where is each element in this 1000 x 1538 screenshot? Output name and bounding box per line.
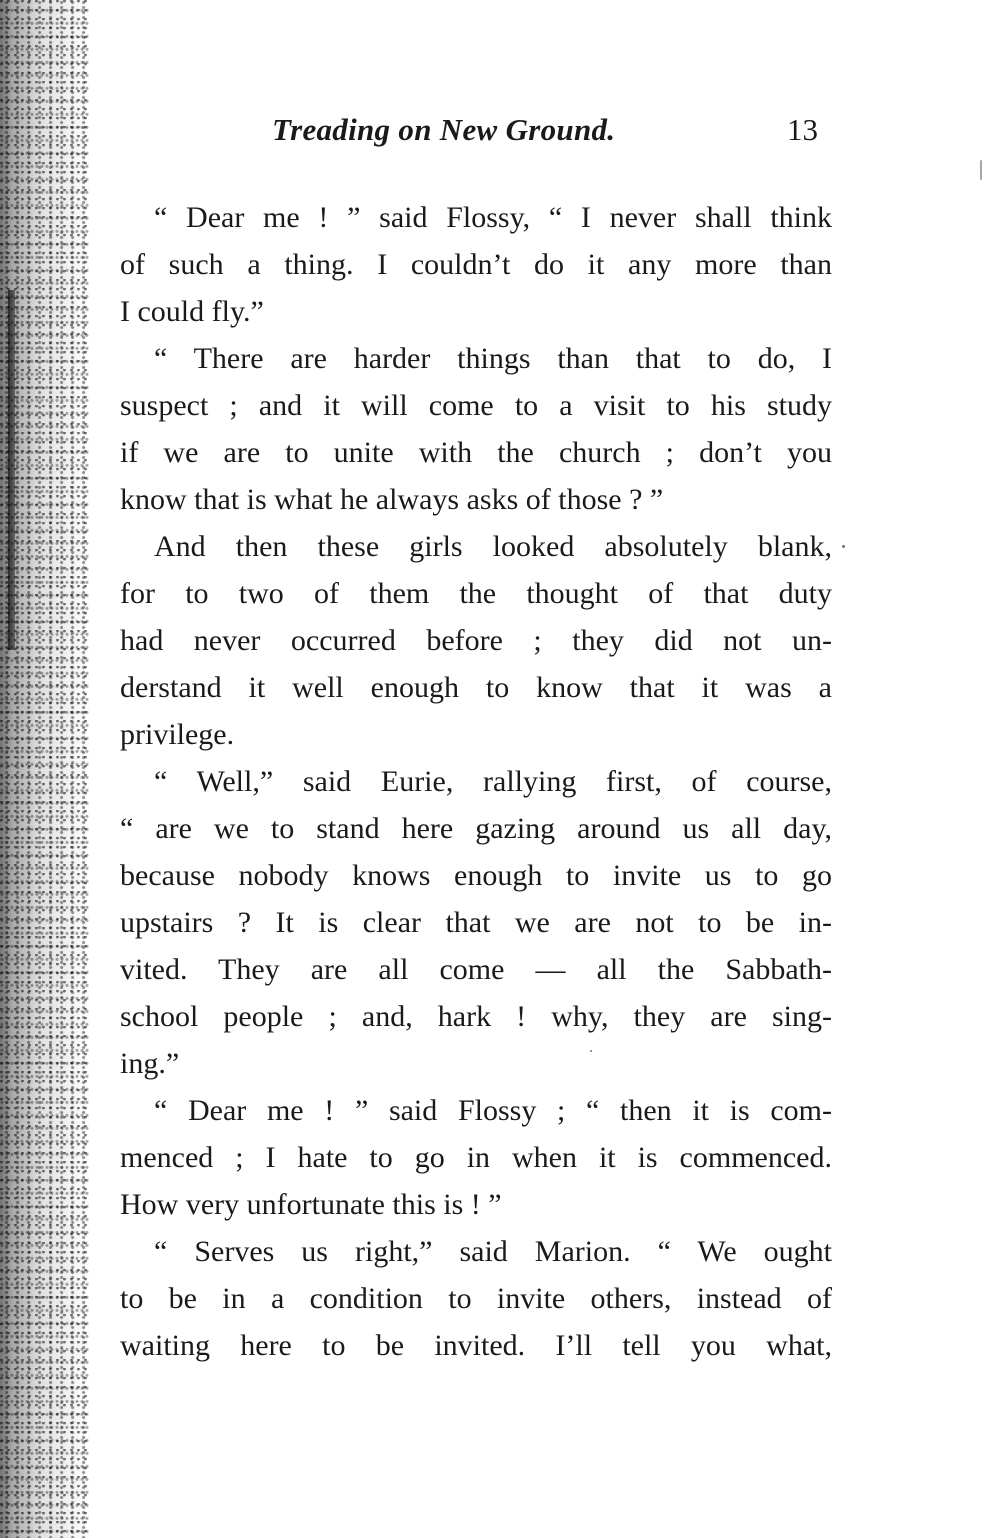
running-title: Treading on New Ground. bbox=[272, 112, 616, 147]
text-line: “ Serves us right,” said Marion. “ We ought bbox=[154, 1235, 832, 1268]
text-line: ing.” bbox=[120, 1047, 180, 1080]
text-line: upstairs ? It is clear that we are not to be in- bbox=[120, 906, 832, 939]
text-line: because nobody knows enough to invite us to go bbox=[120, 859, 832, 892]
text-line: “ are we to stand here gazing around us all day, bbox=[120, 812, 832, 845]
text-line: derstand it well enough to know that it was a bbox=[120, 671, 832, 704]
text-line: I could fly.” bbox=[120, 295, 264, 328]
text-line: know that is what he always asks of those ? ” bbox=[120, 483, 664, 516]
scanned-binding-edge bbox=[0, 0, 90, 1538]
text-line: privilege. bbox=[120, 718, 235, 751]
binding-shadow bbox=[8, 290, 15, 650]
text-line: for to two of them the thought of that duty bbox=[120, 577, 832, 610]
text-line: How very unfortunate this is ! ” bbox=[120, 1188, 502, 1221]
text-line: “ There are harder things than that to do, I bbox=[154, 342, 832, 375]
stray-ink-mark bbox=[842, 545, 845, 548]
stray-ink-mark bbox=[590, 1050, 592, 1052]
text-line: school people ; and, hark ! why, they are sing- bbox=[120, 1000, 832, 1033]
text-line: of such a thing. I couldn’t do it any more than bbox=[120, 248, 832, 281]
text-line: had never occurred before ; they did not un- bbox=[120, 624, 832, 657]
text-line: if we are to unite with the church ; don’t you bbox=[120, 436, 832, 469]
text-line: to be in a condition to invite others, instead of bbox=[120, 1282, 832, 1315]
text-line: waiting here to be invited. I’ll tell you what, bbox=[120, 1329, 832, 1362]
page-header bbox=[272, 112, 832, 158]
text-line: vited. They are all come — all the Sabbath- bbox=[120, 953, 832, 986]
body-text bbox=[120, 194, 832, 1369]
text-line: suspect ; and it will come to a visit to his study bbox=[120, 389, 832, 422]
text-line: menced ; I hate to go in when it is commenced. bbox=[120, 1141, 832, 1174]
text-line: “ Dear me ! ” said Flossy ; “ then it is com- bbox=[154, 1094, 832, 1127]
page-number: 13 bbox=[787, 112, 818, 147]
text-line: “ Dear me ! ” said Flossy, “ I never shall think bbox=[154, 201, 832, 234]
text-line: “ Well,” said Eurie, rallying first, of course, bbox=[154, 765, 832, 798]
stray-ink-mark bbox=[980, 160, 982, 180]
text-line: And then these girls looked absolutely blank, bbox=[154, 530, 832, 563]
